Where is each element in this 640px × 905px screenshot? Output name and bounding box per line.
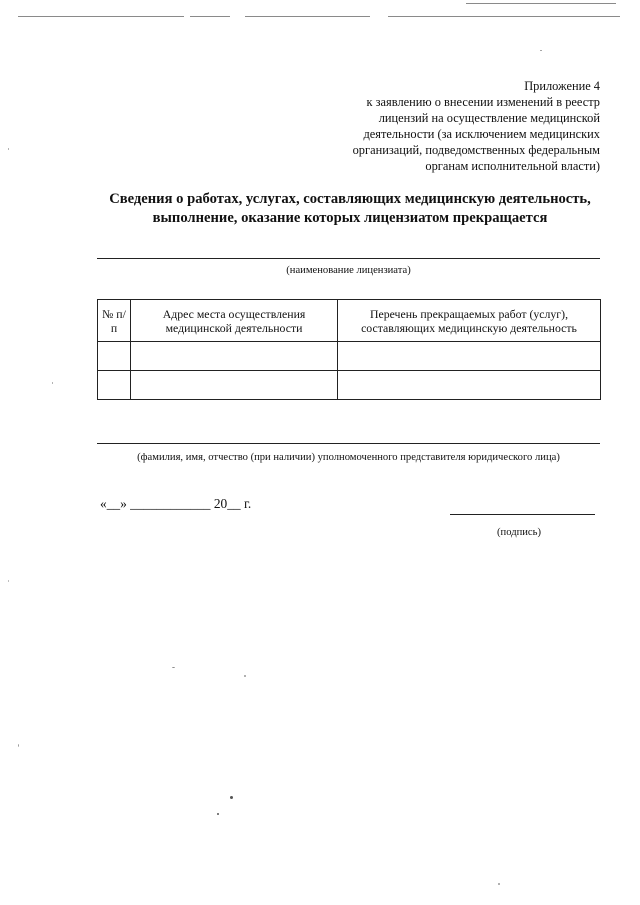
table-cell[interactable] — [338, 371, 601, 400]
header-number: № п/п — [98, 300, 131, 342]
table-header-row — [98, 300, 601, 342]
appendix-line: Приложение 4 — [524, 79, 600, 93]
representative-name-field[interactable] — [97, 443, 600, 444]
scan-speck — [217, 813, 219, 815]
licensee-name-field[interactable] — [97, 258, 600, 259]
scan-artifact-line — [466, 3, 616, 4]
scan-speck — [52, 382, 53, 384]
signature-field[interactable] — [450, 514, 595, 515]
signature-caption: (подпись) — [497, 527, 541, 538]
date-field[interactable]: «__» ____________ 20__ г. — [100, 496, 252, 511]
scan-artifact-line — [18, 16, 184, 17]
representative-caption: (фамилия, имя, отчество (при наличии) уполномоченного представителя юридического лица) — [137, 452, 560, 463]
appendix-line: организаций, подведомственных федеральным — [352, 143, 600, 157]
services-table — [97, 299, 601, 400]
table-cell[interactable] — [131, 371, 338, 400]
appendix-note — [300, 78, 600, 174]
scan-speck — [230, 796, 233, 799]
scan-speck — [244, 675, 246, 677]
scan-speck — [498, 883, 500, 885]
scan-speck — [18, 744, 19, 747]
scan-artifact-line — [245, 16, 370, 17]
scan-speck — [8, 580, 9, 582]
header-address: Адрес места осуществления медицинской деятельности — [131, 300, 338, 342]
appendix-line: деятельности (за исключением медицинских — [363, 127, 600, 141]
scan-speck — [8, 148, 9, 150]
title-line-1: Сведения о работах, услугах, составляющих медицинскую деятельность, — [109, 191, 591, 207]
table-cell[interactable] — [98, 342, 131, 371]
table-cell[interactable] — [131, 342, 338, 371]
table-row — [98, 371, 601, 400]
scan-artifact-line — [190, 16, 230, 17]
appendix-line: к заявлению о внесении изменений в реестр — [366, 95, 600, 109]
table-cell[interactable] — [338, 342, 601, 371]
scan-artifact-line — [388, 16, 620, 17]
licensee-name-caption: (наименование лицензиата) — [286, 265, 411, 276]
table-cell[interactable] — [98, 371, 131, 400]
appendix-line: лицензий на осуществление медицинской — [378, 111, 600, 125]
title-line-2: выполнение, оказание которых лицензиатом прекращается — [152, 210, 548, 226]
scan-speck — [540, 50, 542, 51]
header-works-list: Перечень прекращаемых работ (услуг), составляющих медицинскую деятельность — [338, 300, 601, 342]
document-title — [60, 190, 640, 228]
table-row — [98, 342, 601, 371]
appendix-line: органам исполнительной власти) — [425, 159, 600, 173]
scan-speck — [172, 667, 175, 668]
